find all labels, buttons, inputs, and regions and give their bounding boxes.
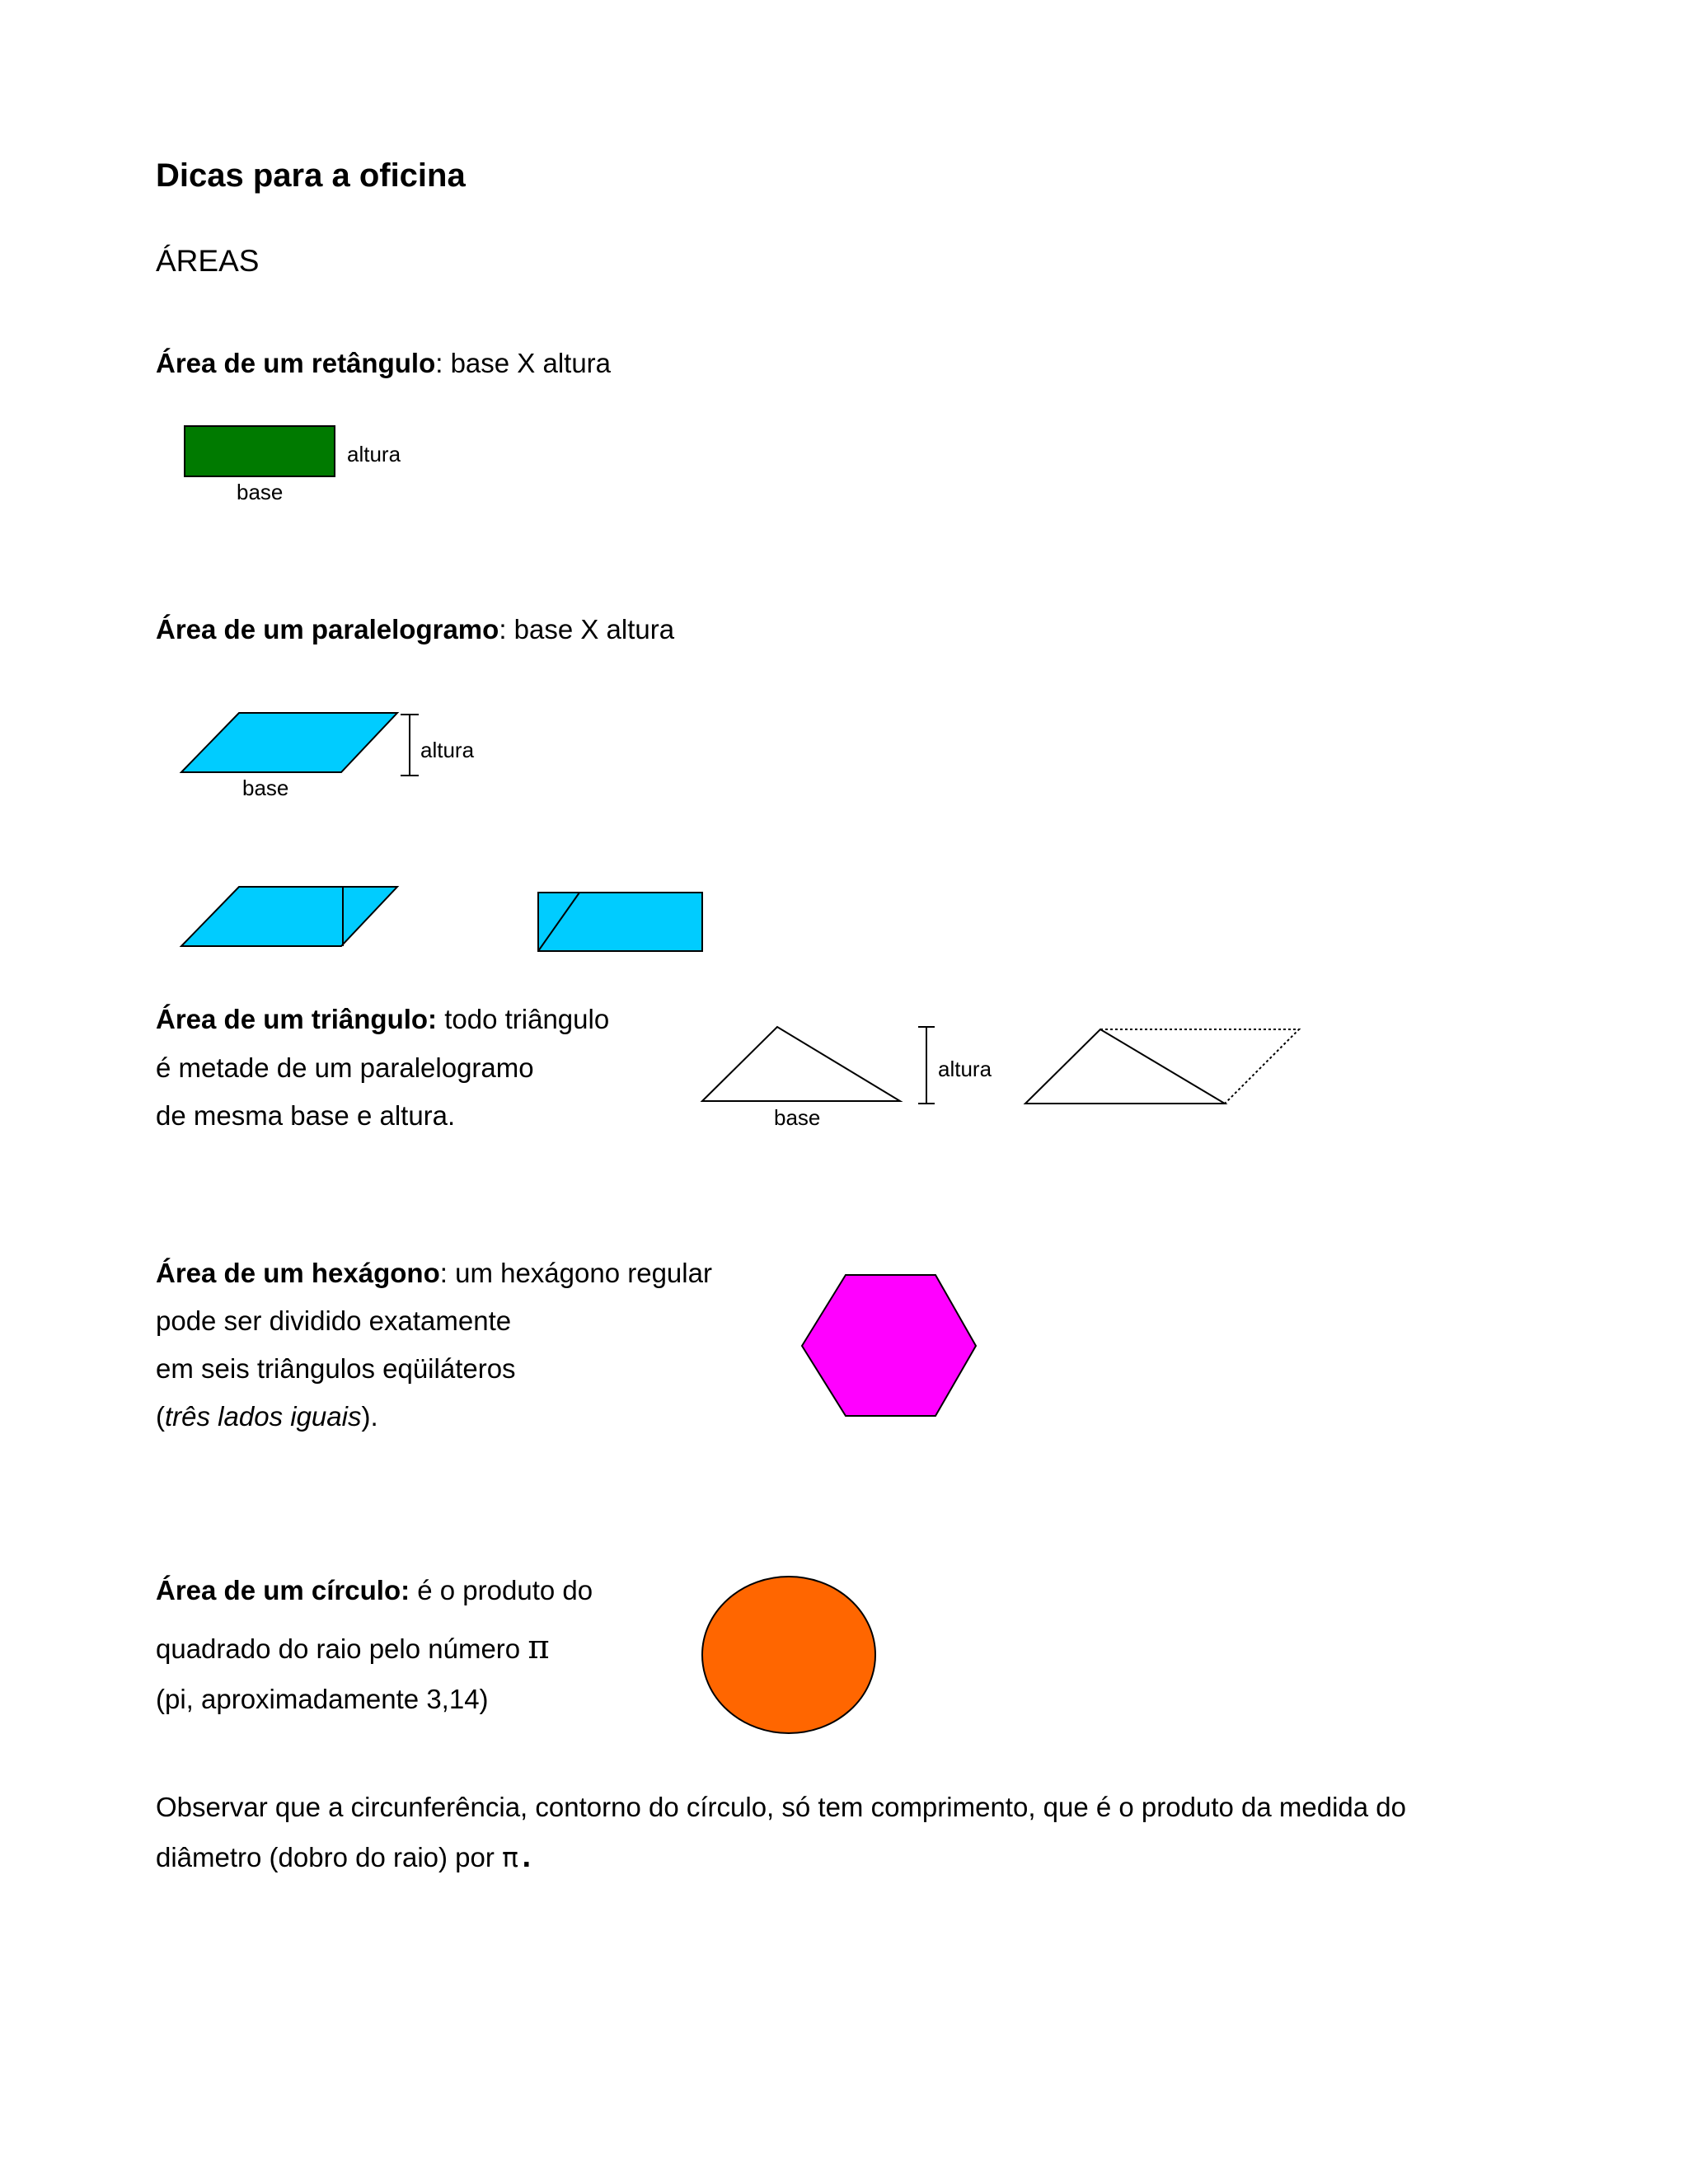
note-period: . [518, 1841, 535, 1873]
note-text-2: diâmetro (dobro do raio) por [156, 1842, 503, 1872]
circle-text-1: é o produto do [410, 1575, 593, 1605]
hex-text-1: : um hexágono regular [439, 1258, 712, 1288]
note-line-1: Observar que a circunferência, contorno do círculo, só tem comprimento, que é o produto da medida do [156, 1792, 1407, 1822]
para-formula: : base X altura [499, 614, 675, 644]
rect-term: Área de um retângulo [156, 348, 436, 378]
tri-base-label: base [774, 1105, 821, 1130]
para-term: Área de um paralelogramo [156, 614, 499, 644]
note-line-2 [156, 1841, 535, 1873]
orange-circle [702, 1577, 875, 1733]
tri-text-1: todo triângulo [437, 1004, 610, 1034]
tri-line-2: é metade de um paralelogramo [156, 1052, 534, 1083]
rect-formula: : base X altura [435, 348, 612, 378]
hex-line-2: pode ser dividido exatamente [156, 1305, 512, 1336]
para-base-label: base [242, 776, 289, 800]
rect-height-label: altura [347, 442, 401, 466]
circle-line-3: (pi, aproximadamente 3,14) [156, 1684, 489, 1714]
tri-term: Área de um triângulo: [156, 1004, 438, 1034]
circle-text-2: quadrado do raio pelo número [156, 1633, 528, 1664]
hex-paren-close: ). [361, 1401, 378, 1432]
hex-line-3: em seis triângulos eqüiláteros [156, 1353, 516, 1384]
page-title: Dicas para a oficina [156, 157, 466, 194]
hex-term: Área de um hexágono [156, 1258, 440, 1288]
rect-base-label: base [237, 480, 284, 504]
section-heading: ÁREAS [156, 244, 260, 278]
circle-term: Área de um círculo: [156, 1575, 410, 1605]
note-pi-symbol: π [502, 1841, 518, 1873]
tri-line-3: de mesma base e altura. [156, 1100, 456, 1131]
para-height-label: altura [420, 738, 475, 762]
pi-symbol: π [528, 1629, 550, 1666]
hex-paren-open: ( [156, 1401, 165, 1432]
tri-height-label: altura [938, 1057, 992, 1081]
hex-italic: três lados iguais [165, 1401, 362, 1432]
